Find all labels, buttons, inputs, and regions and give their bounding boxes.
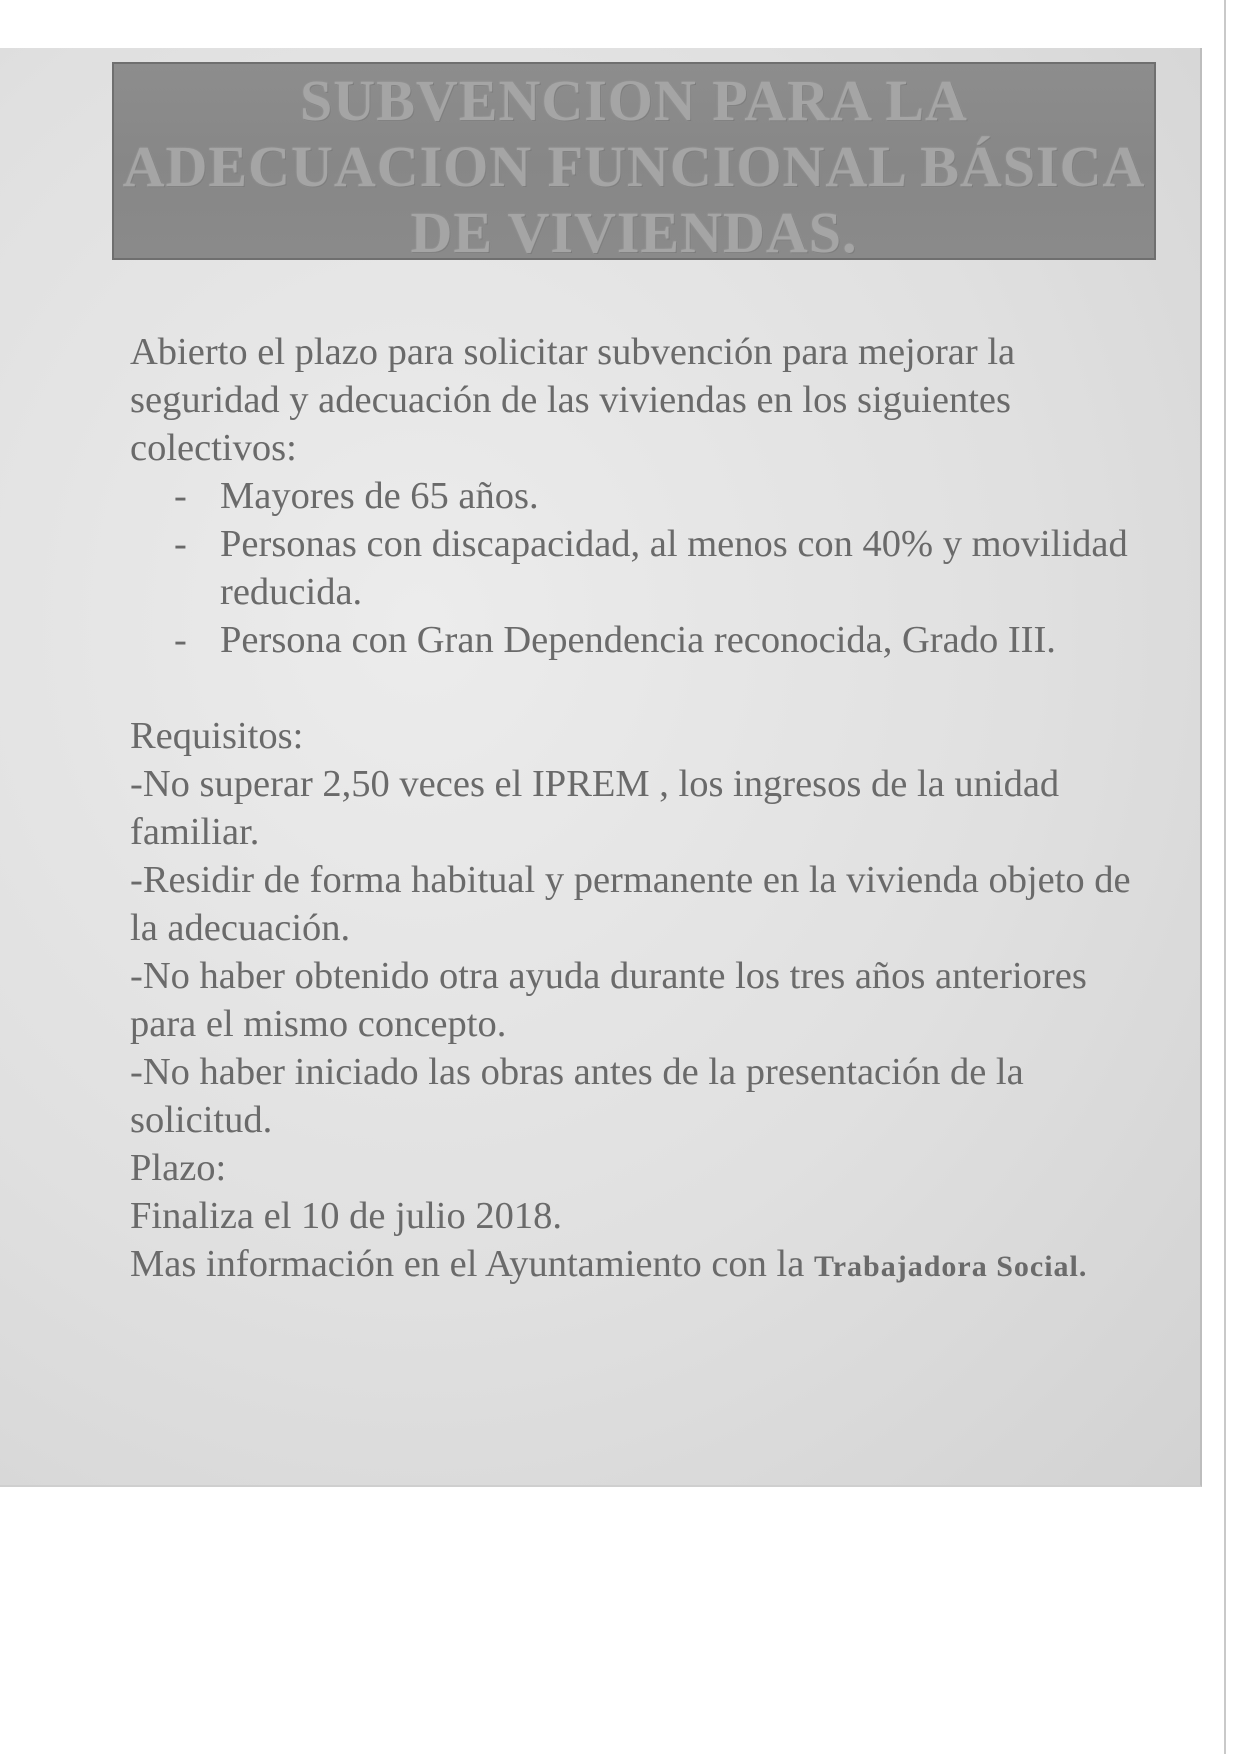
title-line-2: ADECUACION FUNCIONAL BÁSICA <box>122 134 1146 199</box>
list-item <box>130 472 1150 520</box>
title-line-3: DE VIVIENDAS. <box>410 200 858 265</box>
spacer <box>130 664 1150 712</box>
more-info <box>130 1240 1150 1291</box>
collective-text: Personas con discapacidad, al menos con 40% y movilidad reducida. <box>220 523 1128 613</box>
intro-paragraph: Abierto el plazo para solicitar subvención para mejorar la seguridad y adecuación de las viviendas en los siguientes colectivos: <box>130 331 1016 469</box>
requirement-item: -No superar 2,50 veces el IPREM , los ingresos de la unidad familiar. <box>130 763 1060 853</box>
deadline-heading: Plazo: <box>130 1147 227 1189</box>
collective-text: Mayores de 65 años. <box>220 475 539 517</box>
list-item <box>130 616 1150 664</box>
bullet-dash: - <box>174 475 187 517</box>
list-item <box>130 520 1150 616</box>
more-info-text: Mas información en el Ayuntamiento con la <box>130 1243 814 1285</box>
requirements-heading: Requisitos: <box>130 715 304 757</box>
notice-body <box>130 328 1150 1291</box>
collective-text: Persona con Gran Dependencia reconocida, Grado III. <box>220 619 1056 661</box>
requirement-item: -Residir de forma habitual y permanente en la vivienda objeto de la adecuación. <box>130 859 1131 949</box>
deadline-text: Finaliza el 10 de julio 2018. <box>130 1195 562 1237</box>
more-info-contact: Trabajadora Social. <box>813 1250 1088 1283</box>
collectives-list <box>130 472 1150 664</box>
page-edge-line <box>1224 0 1226 1754</box>
requirement-item: -No haber iniciado las obras antes de la presentación de la solicitud. <box>130 1051 1024 1141</box>
title-line-1: SUBVENCION PARA LA <box>300 68 968 133</box>
requirement-item: -No haber obtenido otra ayuda durante los tres años anteriores para el mismo concepto. <box>130 955 1087 1045</box>
bullet-dash: - <box>174 523 187 565</box>
scanned-notice <box>0 48 1202 1487</box>
title-banner <box>112 62 1156 265</box>
bullet-dash: - <box>174 619 187 661</box>
